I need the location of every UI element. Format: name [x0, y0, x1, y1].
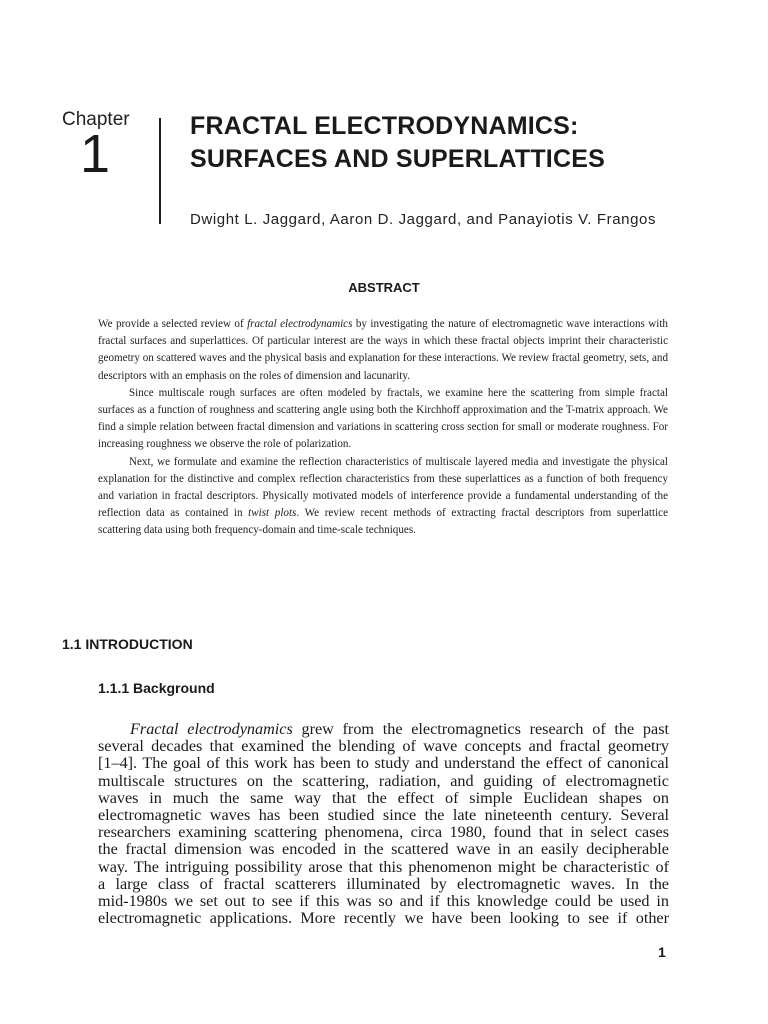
body-line: a large class of fractal scatterers illuminated by electromagnetic waves. In the [98, 874, 669, 893]
abstract-paragraph: We provide a selected review of fractal electrodynamics by investigating the nature of electromagnetic wave interactions with fractal surfaces and superlattices. Of particular interest are the ways in which these fractal objects imprint their characteristic geometry on scattered waves and the physical basis and explanation for these interactions. We review fractal geometry, sets, and descriptors with an emphasis on the roles of dimension and lacunarity. [98, 318, 668, 382]
body-line: way. The intriguing possibility arose that this phenomenon might be characteristic of [98, 857, 669, 876]
abstract-paragraph: Next, we formulate and examine the reflection characteristics of multiscale layered media and investigate the physical explanation for the distinctive and complex reflection characteristics from these superlattices as a function of both frequency and variation in fractal descriptors. Physically motivated models of interference provide a fundamental understanding of the reflection data as contained in twist plots. We review recent methods of extracting fractal descriptors from superlattice scattering data using both frequency-domain and time-scale techniques. [98, 455, 668, 537]
body-line: [1–4]. The goal of this work has been to study and understand the effect of canonical [98, 754, 669, 773]
section-heading: 1.1 INTRODUCTION [62, 636, 193, 652]
emphasis-term: Fractal electrodynamics [130, 720, 293, 738]
body-line: mid-1980s we set out to see if this was so and if this knowledge could be used in [98, 892, 669, 911]
body-line: several decades that examined the blending of wave concepts and fractal geometry [98, 737, 669, 756]
abstract-heading: ABSTRACT [348, 280, 420, 295]
abstract-body [98, 316, 668, 540]
page-number: 1 [658, 944, 666, 960]
subsection-heading: 1.1.1 Background [98, 680, 215, 696]
emphasis-term: fractal electrodynamics [247, 318, 353, 330]
abstract-paragraph: Since multiscale rough surfaces are often modeled by fractals, we examine here the scattering from simple fractal surfaces as a function of roughness and scattering angle using both the Kirchhoff approximation and the T-matrix approach. We find a simple relation between fractal dimension and variations in scattering cross section for small or moderate roughness. For increasing roughness we observe the role of polarization. [98, 386, 668, 451]
body-line: researchers examining scattering phenomena, circa 1980, found that in select cases [98, 823, 669, 842]
chapter-label: Chapter [62, 109, 130, 130]
body-line: waves in much the same way that the effect of simple Euclidean shapes on [98, 788, 669, 807]
body-text [98, 721, 669, 927]
chapter-title-line-2: SURFACES AND SUPERLATTICES [190, 145, 605, 173]
body-line: multiscale structures on the scattering, radiation, and guiding of electromagnetic [98, 771, 669, 790]
chapter-title [190, 110, 605, 176]
title-divider [159, 118, 161, 224]
emphasis-term: twist plots [248, 507, 297, 520]
author-list: Dwight L. Jaggard, Aaron D. Jaggard, and Panayiotis V. Frangos [190, 211, 657, 228]
body-line: electromagnetic applications. More recently we have been looking to see if other [98, 909, 669, 928]
body-line: electromagnetic waves has been studied since the late nineteenth century. Several [98, 806, 669, 825]
chapter-title-line-1: FRACTAL ELECTRODYNAMICS: [190, 112, 579, 140]
body-line: the fractal dimension was encoded in the scattered wave in an easily decipherable [98, 840, 669, 859]
chapter-number: 1 [80, 124, 111, 184]
body-line: Fractal electrodynamics grew from the electromagnetics research of the past [130, 720, 669, 738]
